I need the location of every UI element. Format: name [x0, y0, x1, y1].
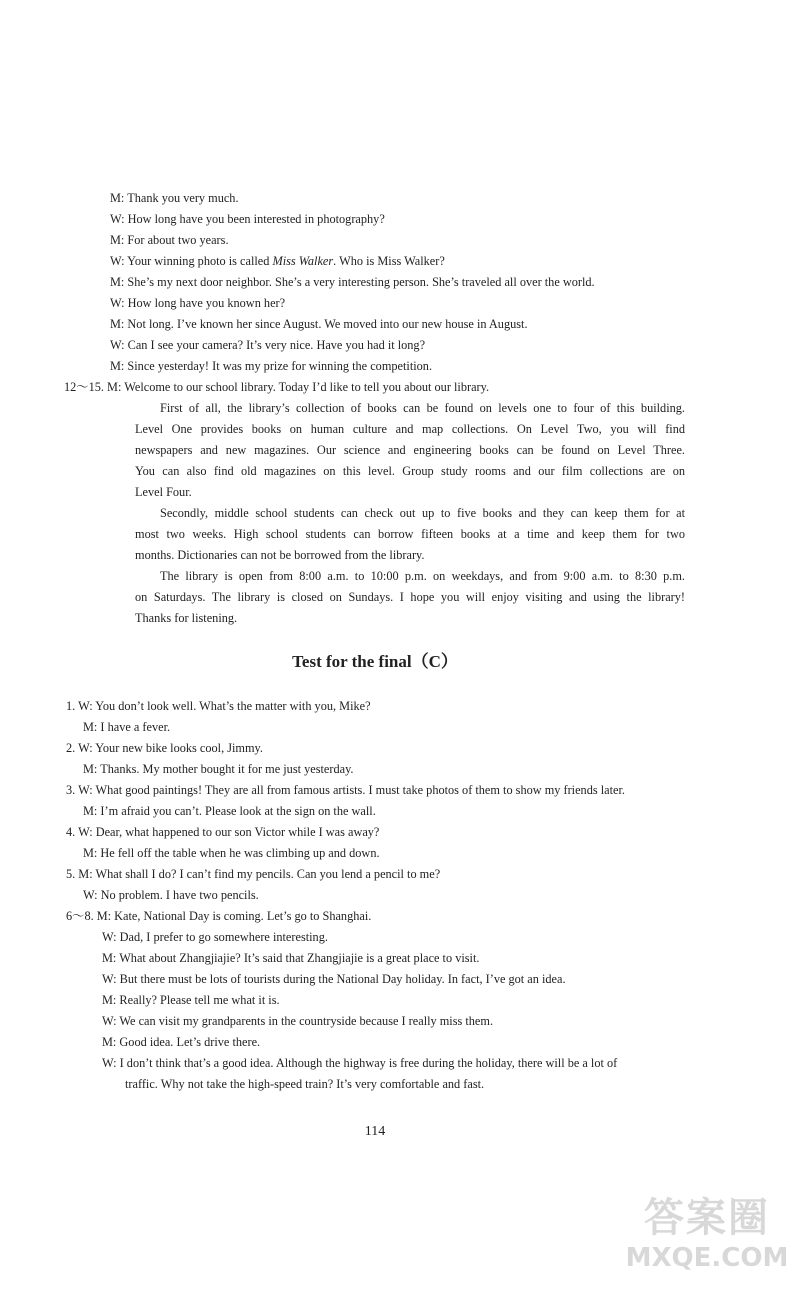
- paragraph-line: The library is open from 8:00 a.m. to 10:00 p.m. on weekdays, and from 9:00 a.m. to 8:30 p.m.: [160, 569, 685, 583]
- dialogue-line: W: Dad, I prefer to go somewhere interesting.: [102, 930, 328, 944]
- paragraph-line: Thanks for listening.: [135, 611, 238, 625]
- paragraph-line: Secondly, middle school students can check out up to five books and they can keep them for at: [160, 506, 685, 520]
- dialogue-text: . Who is Miss Walker?: [333, 254, 445, 268]
- question-line: 1. W: You don’t look well. What’s the matter with you, Mike?: [66, 699, 371, 713]
- dialogue-line: M: Since yesterday! It was my prize for winning the competition.: [110, 359, 433, 373]
- dialogue-line: M: She’s my next door neighbor. She’s a very interesting person. She’s traveled all over the world.: [110, 275, 595, 289]
- question-line: 4. W: Dear, what happened to our son Victor while I was away?: [66, 825, 380, 839]
- question-line: 2. W: Your new bike looks cool, Jimmy.: [66, 741, 263, 755]
- question-line: M: He fell off the table when he was climbing up and down.: [83, 846, 380, 860]
- dialogue-line: M: Thank you very much.: [110, 191, 239, 205]
- dialogue-line: W: We can visit my grandparents in the countryside because I really miss them.: [102, 1014, 494, 1028]
- paragraph-line: Level Four.: [135, 485, 192, 499]
- paragraph-line: newspapers and new magazines. Our science and engineering books can be found on Level Three.: [135, 443, 685, 457]
- section-title: Test for the final（C）: [292, 652, 458, 671]
- page-number: 114: [364, 1124, 386, 1139]
- question-line: 5. M: What shall I do? I can’t find my pencils. Can you lend a pencil to me?: [66, 867, 441, 881]
- question-line: M: I’m afraid you can’t. Please look at the sign on the wall.: [83, 804, 376, 818]
- watermark-chinese: 答案圈: [644, 1195, 770, 1241]
- dialogue-line: 6～8. M: Kate, National Day is coming. Let’s go to Shanghai.: [66, 909, 372, 923]
- question-line: W: No problem. I have two pencils.: [83, 888, 259, 902]
- dialogue-line: M: Good idea. Let’s drive there.: [102, 1035, 261, 1049]
- paragraph-line: months. Dictionaries can not be borrowed from the library.: [135, 548, 425, 562]
- library-intro: 12～15. M: Welcome to our school library. Today I’d like to tell you about our library.: [64, 380, 490, 394]
- paragraph-line: most two weeks. High school students can borrow fifteen books at a time and keep them for two: [135, 527, 685, 541]
- dialogue-text: W: Your winning photo is called: [110, 254, 273, 268]
- dialogue-line: W: But there must be lots of tourists during the National Day holiday. In fact, I’ve got an idea.: [102, 972, 566, 986]
- dialogue-line: M: For about two years.: [110, 233, 229, 247]
- question-line: M: Thanks. My mother bought it for me just yesterday.: [83, 762, 354, 776]
- dialogue-line: W: How long have you been interested in photography?: [110, 212, 385, 226]
- paragraph-line: First of all, the library’s collection of books can be found on levels one to four of this building.: [160, 401, 685, 415]
- dialogue-line: W: Can I see your camera? It’s very nice. Have you had it long?: [110, 338, 426, 352]
- paragraph-line: You can also find old magazines on this level. Group study rooms and our film collections are on: [135, 464, 685, 478]
- watermark-logo: [622, 1194, 792, 1284]
- dialogue-line: W: I don’t think that’s a good idea. Although the highway is free during the holiday, there will be a lot of: [102, 1056, 618, 1070]
- dialogue-line: M: Really? Please tell me what it is.: [102, 993, 280, 1007]
- photo-title: Miss Walker: [272, 254, 334, 268]
- dialogue-line: [110, 251, 445, 272]
- watermark-english: MXQE.COM: [625, 1243, 789, 1273]
- question-line: M: I have a fever.: [83, 720, 171, 734]
- question-line: 3. W: What good paintings! They are all from famous artists. I must take photos of them to show my friends later.: [66, 783, 625, 797]
- dialogue-line: traffic. Why not take the high-speed train? It’s very comfortable and fast.: [125, 1077, 485, 1091]
- paragraph-line: on Saturdays. The library is closed on Sundays. I hope you will enjoy visiting and using the library!: [135, 590, 685, 604]
- dialogue-line: M: What about Zhangjiajie? It’s said that Zhangjiajie is a great place to visit.: [102, 951, 480, 965]
- paragraph-line: Level One provides books on human culture and map collections. On Level Two, you will find: [135, 422, 685, 436]
- dialogue-line: W: How long have you known her?: [110, 296, 286, 310]
- dialogue-line: M: Not long. I’ve known her since August. We moved into our new house in August.: [110, 317, 528, 331]
